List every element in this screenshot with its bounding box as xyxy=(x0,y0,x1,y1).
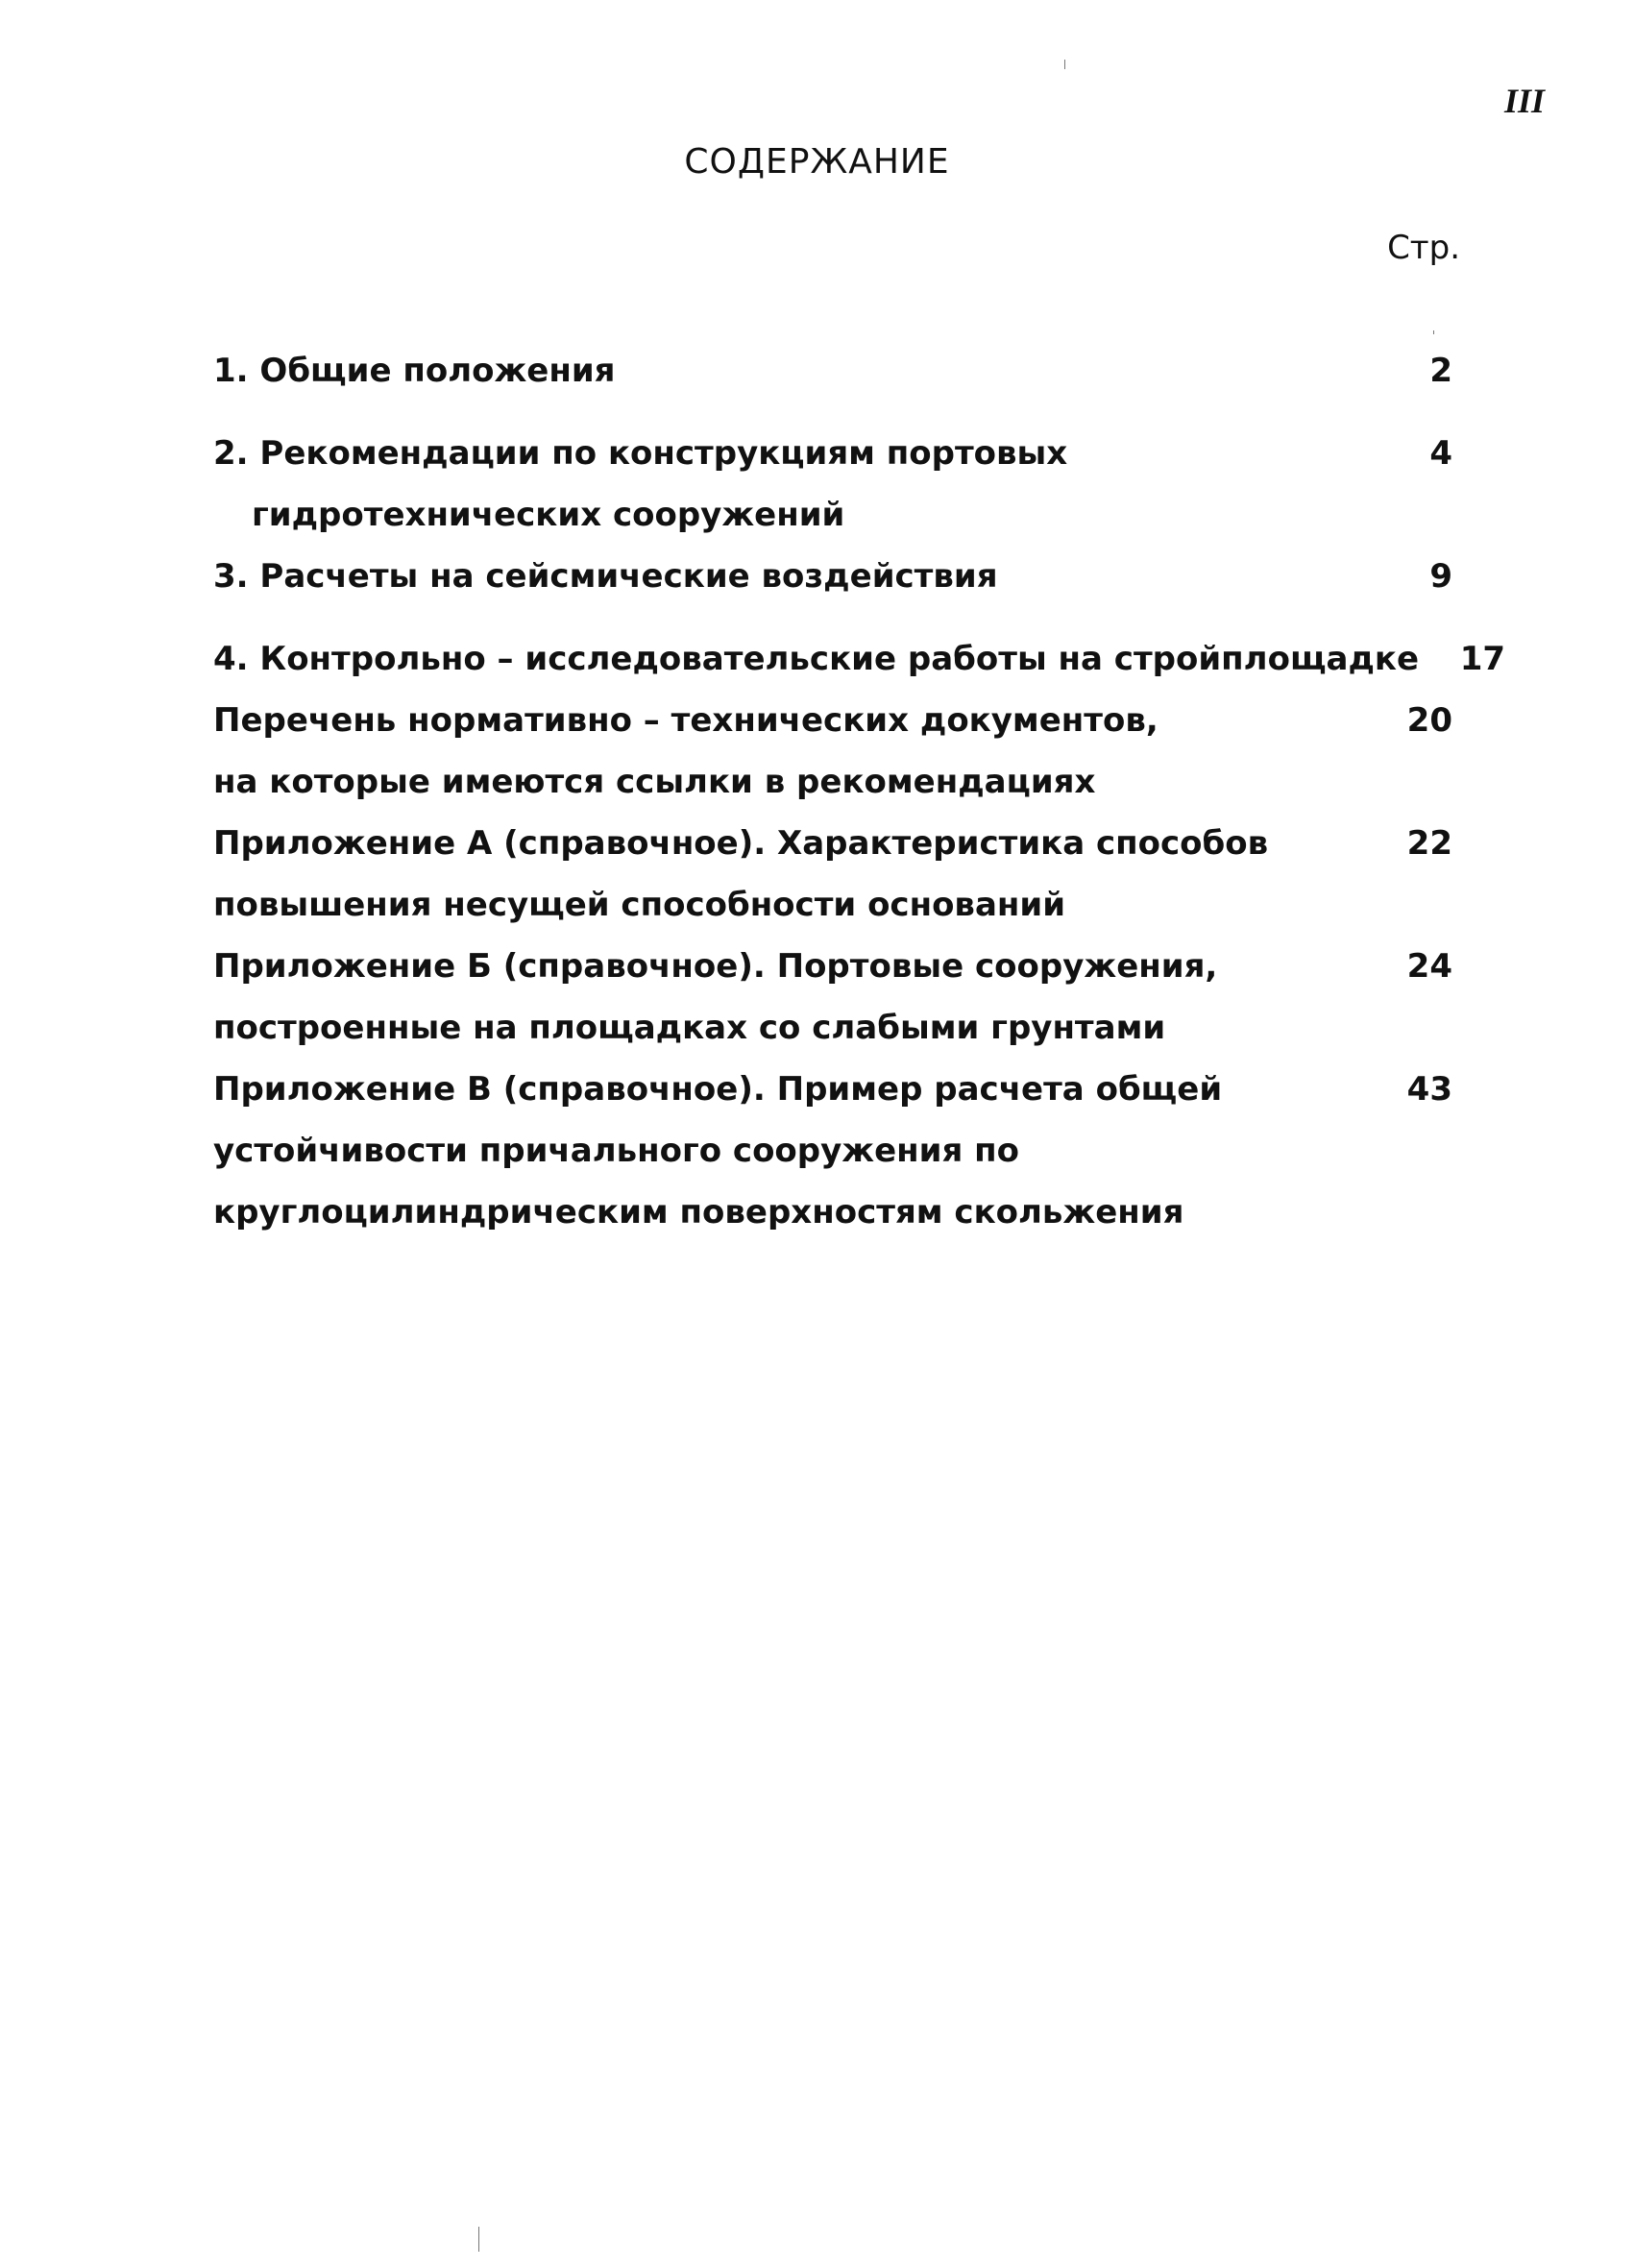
toc-entry-line: Перечень нормативно – технических документов, xyxy=(213,701,1158,740)
toc-entry xyxy=(213,813,1452,936)
toc-entry-page: 2 xyxy=(1429,352,1452,390)
toc-entry-line: Приложение В (справочное). Пример расчета общей xyxy=(213,1070,1223,1109)
toc-entry-line: на которые имеются ссылки в рекомендациях xyxy=(213,763,1096,801)
toc-entry-line: 2. Рекомендации по конструкциям портовых xyxy=(213,434,1068,473)
toc-entry-text xyxy=(213,690,1366,813)
toc-entry xyxy=(213,690,1452,813)
toc-entry xyxy=(213,340,1452,402)
toc-entry-line: 1. Общие положения xyxy=(213,352,616,390)
toc-entry-line: 3. Расчеты на сейсмические воздействия xyxy=(213,557,998,596)
table-of-contents xyxy=(213,340,1506,1243)
toc-entry-line: круглоцилиндрическим поверхностям скольжения xyxy=(213,1193,1184,1232)
toc-entry-line: Приложение А (справочное). Характеристика способов xyxy=(213,824,1269,863)
toc-entry-text xyxy=(213,423,1366,546)
toc-entry-page: 24 xyxy=(1406,947,1452,986)
page-title: СОДЕРЖАНИЕ xyxy=(684,142,950,182)
pages-column-header: Стр. xyxy=(1387,229,1460,267)
toc-entry-text xyxy=(213,340,1366,402)
toc-entry-page: 9 xyxy=(1429,557,1452,596)
toc-entry-text xyxy=(213,936,1366,1059)
toc-entry-line: 4. Контрольно – исследовательские работы на стройплощадке xyxy=(213,640,1420,678)
toc-entry-page: 20 xyxy=(1406,701,1452,740)
page-number: III xyxy=(1503,82,1545,120)
toc-entry-text xyxy=(213,1059,1366,1243)
toc-entry-line: Приложение Б (справочное). Портовые сооружения, xyxy=(213,947,1218,986)
toc-entry-line: повышения несущей способности оснований xyxy=(213,886,1066,924)
scan-speck xyxy=(478,2227,479,2252)
scan-speck xyxy=(1433,330,1434,334)
toc-entry-line: построенные на площадках со слабыми грунтами xyxy=(213,1009,1166,1047)
toc-entry xyxy=(213,546,1452,607)
toc-entry-line: гидротехнических сооружений xyxy=(252,496,845,534)
toc-entry-text xyxy=(213,628,1419,690)
toc-entry xyxy=(213,628,1506,690)
toc-entry-page: 43 xyxy=(1406,1070,1452,1109)
toc-entry-page: 4 xyxy=(1429,434,1452,473)
scan-speck xyxy=(1064,60,1065,69)
toc-entry-text xyxy=(213,546,1366,607)
toc-entry-page: 22 xyxy=(1406,824,1452,863)
toc-entry-page: 17 xyxy=(1459,640,1506,678)
toc-entry-line: устойчивости причального сооружения по xyxy=(213,1132,1020,1170)
toc-entry xyxy=(213,423,1452,546)
toc-entry-text xyxy=(213,813,1366,936)
toc-entry xyxy=(213,936,1452,1059)
toc-entry xyxy=(213,1059,1452,1243)
